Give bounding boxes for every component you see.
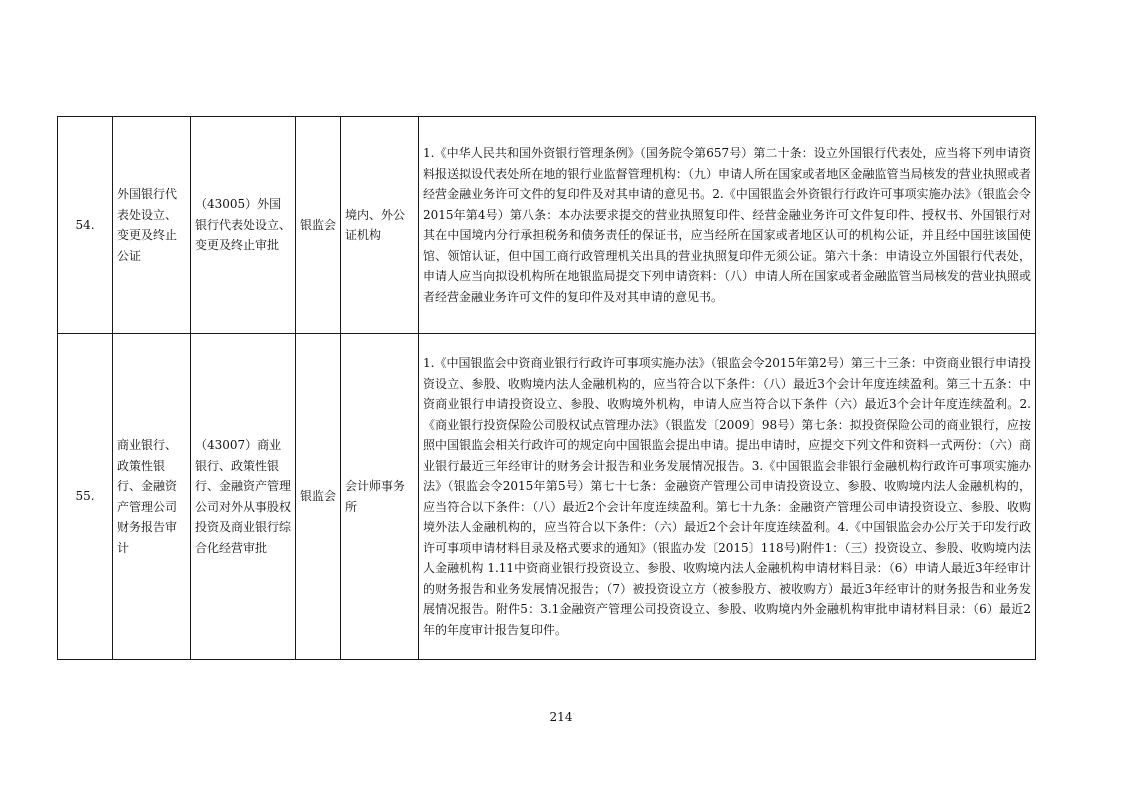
legal-basis: 1.《中华人民共和国外资银行管理条例》（国务院令第657号）第二十条：设立外国银行代表处，应当将下列申请资料报送拟设代表处所在地的银行业监督管理机构：（九）申请人所在国家或者地区金融监管当局核发的营业执照或者经营金融业务许可文件的复印件及对其申请的意见书。2.《中国银监会外资银行行政许可事项实施办法》（银监会令2015年第4号）第八条：本办法要求提交的营业执照复印件、经营金融业务许可文件复印件、授权书、外国银行对其在中国境内分行承担税务和债务责任的保证书，应当经所在国家或者地区认可的机构公证，并且经中国驻该国使馆、领馆认证，但中国工商行政管理机关出具的营业执照复印件无须公证。第六十条：申请设立外国银行代表处，申请人应当向拟设机构所在地银监局提交下列申请资料：（八）申请人所在国家或者金融监管当局核发的营业执照或者经营金融业务许可文件的复印件及对其申请的意见书。 [419,117,1036,334]
service-agency: 境内、外公证机构 [341,117,419,334]
service-matter: 商业银行、政策性银行、金融资产管理公司财务报告审计 [113,334,191,660]
page-number: 214 [549,710,573,724]
service-agency: 会计师事务所 [341,334,419,660]
department: 银监会 [296,334,341,660]
approval-item: （43005）外国银行代表处设立、变更及终止审批 [191,117,296,334]
department: 银监会 [296,117,341,334]
approval-item: （43007）商业银行、政策性银行、金融资产管理公司对外从事股权投资及商业银行综合化经营审批 [191,334,296,660]
row-number: 54. [58,117,113,334]
table-row [58,334,1036,660]
legal-basis: 1.《中国银监会中资商业银行行政许可事项实施办法》（银监会令2015年第2号）第三十三条：中资商业银行申请投资设立、参股、收购境内法人金融机构的，应当符合以下条件：（八）最近3个会计年度连续盈利。第三十五条：中资商业银行申请投资设立、参股、收购境外机构，申请人应当符合以下条件（六）最近3个会计年度连续盈利。2.《商业银行投资保险公司股权试点管理办法》（银监发〔2009〕98号）第七条：拟投资保险公司的商业银行，应按照中国银监会相关行政许可的规定向中国银监会提出申请。提出申请时，应提交下列文件和资料一式两份：（六）商业银行最近三年经审计的财务会计报告和业务发展情况报告。3.《中国银监会非银行金融机构行政许可事项实施办法》（银监会令2015年第5号）第七十七条：金融资产管理公司申请投资设立、参股、收购境内法人金融机构的，应当符合以下条件：（八）最近2个会计年度连续盈利。第七十九条：金融资产管理公司申请投资设立、参股、收购境外法人金融机构的，应当符合以下条件：（六）最近2个会计年度连续盈利。4.《中国银监会办公厅关于印发行政许可事项申请材料目录及格式要求的通知》（银监办发〔2015〕118号)附件1：（三）投资设立、参股、收购境内法人金融机构 1.11中资商业银行投资设立、参股、收购境内法人金融机构申请材料目录：（6）申请人最近3年经审计的财务报告和业务发展情况报告；（7）被投资设立方（被参股方、被收购方）最近3年经审计的财务报告和业务发展情况报告。附件5：3.1金融资产管理公司投资设立、参股、收购境内外金融机构审批申请材料目录：（6）最近2年的年度审计报告复印件。 [419,334,1036,660]
regulation-table [57,116,1036,660]
row-number: 55. [58,334,113,660]
table-row [58,117,1036,334]
service-matter: 外国银行代表处设立、变更及终止公证 [113,117,191,334]
